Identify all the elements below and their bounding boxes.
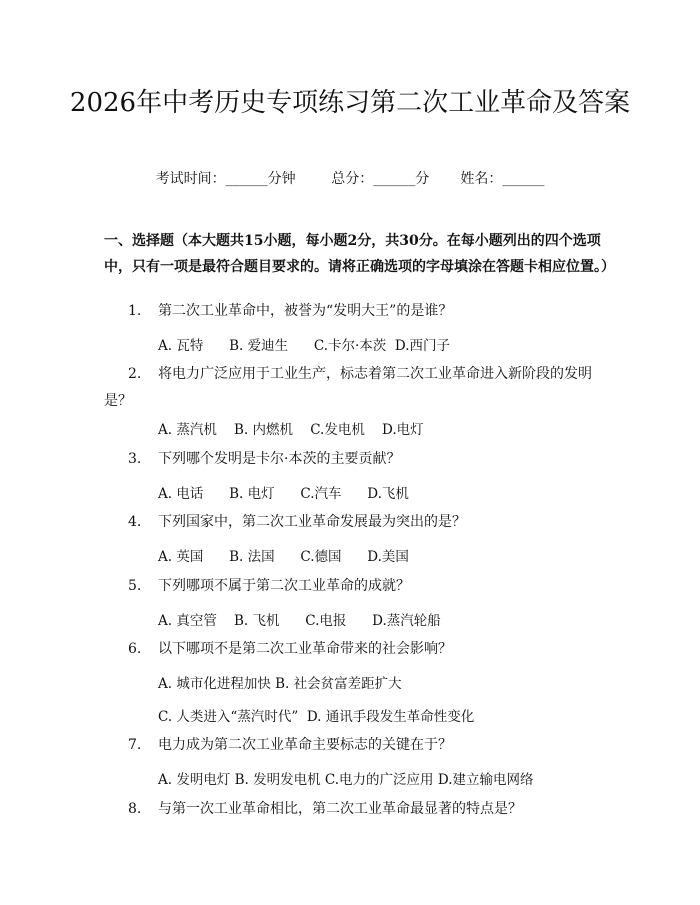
option-a: A. 电话 [158,486,204,502]
question-1-options [158,334,450,354]
question-number: 1. [128,303,142,319]
option-b: B. 飞机 [234,613,280,629]
question-3-options [158,482,409,502]
question-2 [104,361,609,415]
option-d: D.飞机 [367,486,409,502]
score-blank: ______ [373,171,416,187]
question-6-options-line-1: A. 城市化进程加快 B. 社会贫富差距扩大 [158,676,402,692]
option-c: C.电报 [305,613,347,629]
document-title: 2026年中考历史专项练习第二次工业革命及答案 [69,88,631,118]
question-7-options: A. 发明电灯 B. 发明发电机 C.电力的广泛应用 D.建立输电网络 [158,772,534,788]
time-unit: 分钟 [267,171,296,187]
question-5 [104,573,609,600]
question-7 [104,732,609,759]
exam-info [0,168,700,188]
name-blank: ______ [502,171,545,187]
question-4 [104,509,609,536]
option-c: C.德国 [300,549,342,565]
option-a: A. 英国 [158,549,204,565]
option-b: B. 内燃机 [234,422,294,438]
question-text: 下列哪个发明是卡尔·本茨的主要贡献？ [158,451,401,467]
option-d: D.蒸汽轮船 [372,613,441,629]
option-b: B. 爱迪生 [229,338,289,354]
question-number: 2. [128,366,142,382]
question-number: 5. [128,578,142,594]
question-text: 以下哪项不是第二次工业革命带来的社会影响？ [158,641,452,657]
question-1 [104,298,609,325]
option-b: B. 法国 [229,549,275,565]
question-number: 4. [128,514,142,530]
option-d: D.美国 [367,549,409,565]
option-c: C.卡尔·本茨 [313,338,387,354]
question-3 [104,446,609,473]
question-6-options-line-2: C. 人类进入“蒸汽时代” D. 通讯手段发生革命性变化 [158,709,475,725]
score-label: 总分： [331,171,374,187]
question-4-options [158,545,409,565]
question-text: 与第一次工业革命相比，第二次工业革命最显著的特点是？ [158,801,522,817]
question-text: 第二次工业革命中，被誉为“发明大王”的是谁？ [158,303,453,319]
option-d: D.西门子 [394,338,451,354]
question-5-options [158,609,441,629]
question-number: 8. [128,801,142,817]
option-d: D.电灯 [382,422,424,438]
question-text: 下列哪项不属于第二次工业革命的成就？ [158,578,410,594]
question-2-options [158,418,424,438]
question-8 [104,796,609,823]
question-number: 6. [128,641,142,657]
name-label: 姓名： [460,171,503,187]
score-unit: 分 [415,171,430,187]
time-blank: ______ [225,171,268,187]
option-c: C.汽车 [300,486,342,502]
question-number: 7. [128,737,142,753]
question-text: 电力成为第二次工业革命主要标志的关键在于？ [158,737,452,753]
question-text: 下列国家中，第二次工业革命发展最为突出的是？ [158,514,466,530]
option-a: A. 瓦特 [158,338,204,354]
question-text: 将电力广泛应用于工业生产，标志着第二次工业革命进入新阶段的发明是？ [104,366,592,409]
section-heading: 一、选择题（本大题共15小题，每小题2分，共30分。在每小题列出的四个选项中，只有一项是最符合题目要求的。请将正确选项的字母填涂在答题卡相应位置。） [104,233,615,275]
option-a: A. 蒸汽机 [158,422,217,438]
option-c: C.发电机 [310,422,365,438]
time-label: 考试时间： [155,171,226,187]
option-b: B. 电灯 [229,486,275,502]
question-number: 3. [128,451,142,467]
question-6 [104,636,609,663]
option-a: A. 真空管 [158,613,217,629]
